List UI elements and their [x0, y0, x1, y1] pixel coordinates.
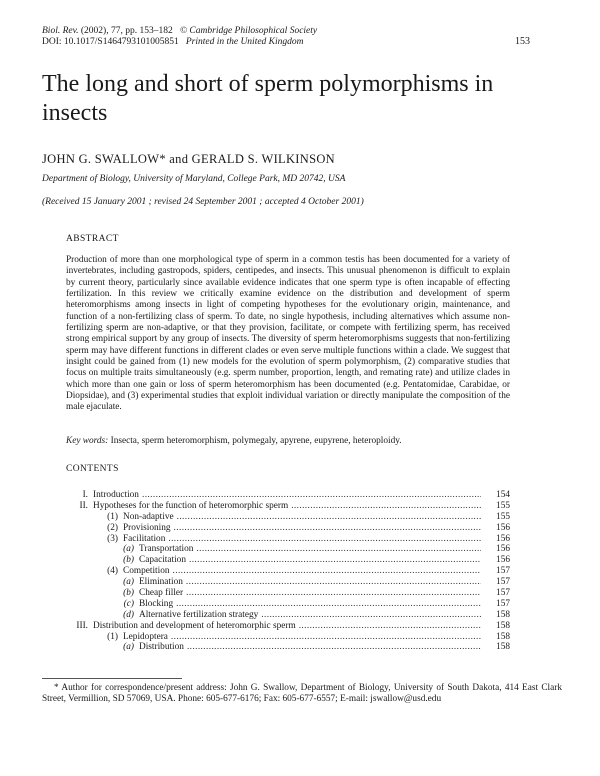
correspondence-footnote: * Author for correspondence/present address: John G. Swallow, Department of Biology, University of South Dakota, 414 East Clark Street, Vermillion, SD 57069, USA. Phone: 605-677-6176; Fax: 605-677-6557; E-mail: jswallow@usd.edu	[42, 683, 562, 705]
doi: DOI: 10.1017/S1464793101005851	[42, 37, 179, 47]
footnote-rule	[42, 678, 182, 679]
toc-entry-number: (d)	[123, 609, 134, 620]
abstract-text: Production of more than one morphological type of sperm in a common testis has been documented for a variety of invertebrates, including gastropods, spiders, centipedes, and insects. This unusual phenomenon is difficult to explain by current theory, particularly since available evidence indicates that one sperm type is often incapable of effecting fertilization. In this review we critically examine evidence on the distribution and development of sperm heteromorphisms among insects in light of competing hypotheses for the evolutionary origin, maintenance, and function of a non-fertilizing class of sperm. To date, no single hypothesis, including alternatives which assume non-fertilizing sperm are non-adaptive, or that they provision, facilitate, or compete with fertilizing sperm, has received strong empirical support by any group of insects. The diversity of sperm heteromorphisms suggests that non-fertilizing sperm may have different functions in different clades or even serve multiple functions within a clade. We suggest that insight could be gained from (1) new models for the evolution of sperm polymorphism, (2) comparative studies that focus on multiple traits simultaneously (e.g. sperm number, proportion, length, and remating rate) and utilize clades in which more than one gain or loss of sperm heteromorphism has been documented (e.g. Pentatomidae, Carabidae, or Diopsidae), and (3) experimental studies that exploit individual variation or directly manipulate the composition of the male ejaculate.	[66, 255, 510, 413]
toc-entry-number: (c)	[123, 598, 134, 609]
toc-entry-label: Competition	[123, 566, 170, 577]
toc-entry[interactable]	[66, 632, 510, 643]
toc-entry-label: Transportation	[139, 544, 194, 555]
toc-entry-page: 158	[496, 609, 510, 620]
toc-entry-label: Hypotheses for the function of heteromorphic sperm	[93, 500, 289, 511]
toc-entry-page: 157	[496, 598, 510, 609]
toc-entry-label: Introduction	[93, 490, 139, 500]
toc-entry[interactable]	[66, 566, 510, 577]
toc-leader-dots	[196, 544, 481, 555]
page-number: 153	[515, 36, 530, 47]
contents-heading: CONTENTS	[66, 464, 119, 474]
toc-leader-dots	[171, 632, 481, 643]
toc-entry-label: Distribution	[139, 642, 184, 653]
toc-entry-number: (1)	[107, 511, 118, 522]
keywords-label: Key words:	[66, 436, 109, 446]
toc-entry[interactable]	[66, 512, 510, 523]
toc-leader-dots	[186, 588, 481, 599]
toc-entry-label: Lepidoptera	[123, 631, 168, 642]
toc-entry-number: (3)	[107, 533, 118, 544]
abstract-heading: ABSTRACT	[66, 234, 119, 244]
toc-entry[interactable]	[66, 534, 510, 545]
toc-entry-page: 157	[496, 588, 510, 599]
article-title: The long and short of sperm polymorphisms in insects	[42, 71, 494, 126]
toc-entry-label: Facilitation	[123, 533, 166, 544]
toc-entry-label: Alternative fertilization strategy	[139, 609, 259, 620]
toc-entry[interactable]	[66, 501, 510, 512]
toc-entry-number: (2)	[107, 522, 118, 533]
toc-leader-dots	[173, 566, 482, 577]
toc-entry-number: (b)	[123, 588, 134, 599]
toc-entry-page: 155	[496, 500, 510, 511]
toc-entry-number: (a)	[123, 577, 134, 588]
toc-entry[interactable]	[66, 577, 510, 588]
keywords-line	[66, 436, 510, 446]
toc-entry-page: 158	[496, 642, 510, 653]
toc-entry-number: (1)	[107, 631, 118, 642]
toc-entry-label: Capacitation	[139, 555, 186, 566]
toc-entry[interactable]	[66, 490, 510, 501]
printed-notice: Printed in the United Kingdom	[185, 37, 304, 47]
toc-leader-dots	[189, 555, 481, 566]
toc-entry-label: Elimination	[139, 577, 183, 588]
toc-entry-page: 158	[496, 620, 510, 631]
toc-entry[interactable]	[66, 555, 510, 566]
toc-entry[interactable]	[66, 588, 510, 599]
toc-entry-page: 156	[496, 522, 510, 533]
citation-details: (2002), 77, pp. 153–182	[80, 26, 173, 36]
toc-entry-label: Provisioning	[123, 522, 171, 533]
toc-leader-dots	[186, 577, 481, 588]
toc-leader-dots	[176, 599, 481, 610]
toc-entry-label: Blocking	[139, 598, 174, 609]
toc-leader-dots	[177, 512, 481, 523]
doi-line	[42, 37, 317, 48]
toc-entry-label: Non-adaptive	[123, 511, 174, 522]
copyright-notice: © Cambridge Philosophical Society	[179, 26, 318, 36]
toc-entry-number: (a)	[123, 544, 134, 555]
citation-line	[42, 26, 317, 37]
toc-leader-dots	[291, 501, 481, 512]
author-list: JOHN G. SWALLOW* and GERALD S. WILKINSON	[42, 152, 335, 166]
toc-entry-page: 158	[496, 631, 510, 642]
toc-entry[interactable]	[66, 610, 510, 621]
toc-entry-number: I.	[82, 490, 88, 500]
toc-entry-number: II.	[79, 500, 88, 511]
table-of-contents	[66, 490, 510, 653]
toc-leader-dots	[174, 523, 481, 534]
toc-entry-number: (b)	[123, 555, 134, 566]
toc-leader-dots	[142, 490, 481, 501]
toc-leader-dots	[261, 610, 481, 621]
toc-entry-label: Distribution and development of heteromorphic sperm	[93, 620, 296, 631]
running-header	[42, 26, 317, 48]
toc-entry-label: Cheap filler	[139, 588, 184, 599]
toc-entry-page: 154	[496, 490, 510, 500]
received-dates: (Received 15 January 2001 ; revised 24 September 2001 ; accepted 4 October 2001)	[42, 197, 364, 207]
toc-entry-page: 156	[496, 544, 510, 555]
toc-entry-page: 156	[496, 533, 510, 544]
toc-leader-dots	[168, 534, 481, 545]
toc-entry[interactable]	[66, 544, 510, 555]
toc-entry[interactable]	[66, 642, 510, 653]
toc-entry-page: 155	[496, 511, 510, 522]
author-affiliation: Department of Biology, University of Maryland, College Park, MD 20742, USA	[42, 174, 346, 184]
keywords-text: Insecta, sperm heteromorphism, polymegaly, apyrene, eupyrene, heteroploidy.	[110, 436, 402, 446]
toc-entry-number: (4)	[107, 566, 118, 577]
toc-entry-page: 157	[496, 577, 510, 588]
toc-entry-page: 156	[496, 555, 510, 566]
toc-entry-number: (a)	[123, 642, 134, 653]
toc-leader-dots	[187, 642, 481, 653]
toc-leader-dots	[299, 621, 481, 632]
toc-entry[interactable]	[66, 621, 510, 632]
toc-entry-number: III.	[76, 620, 88, 631]
toc-entry-page: 157	[496, 566, 510, 577]
toc-entry[interactable]	[66, 599, 510, 610]
journal-name: Biol. Rev.	[42, 26, 79, 36]
toc-entry[interactable]	[66, 523, 510, 534]
